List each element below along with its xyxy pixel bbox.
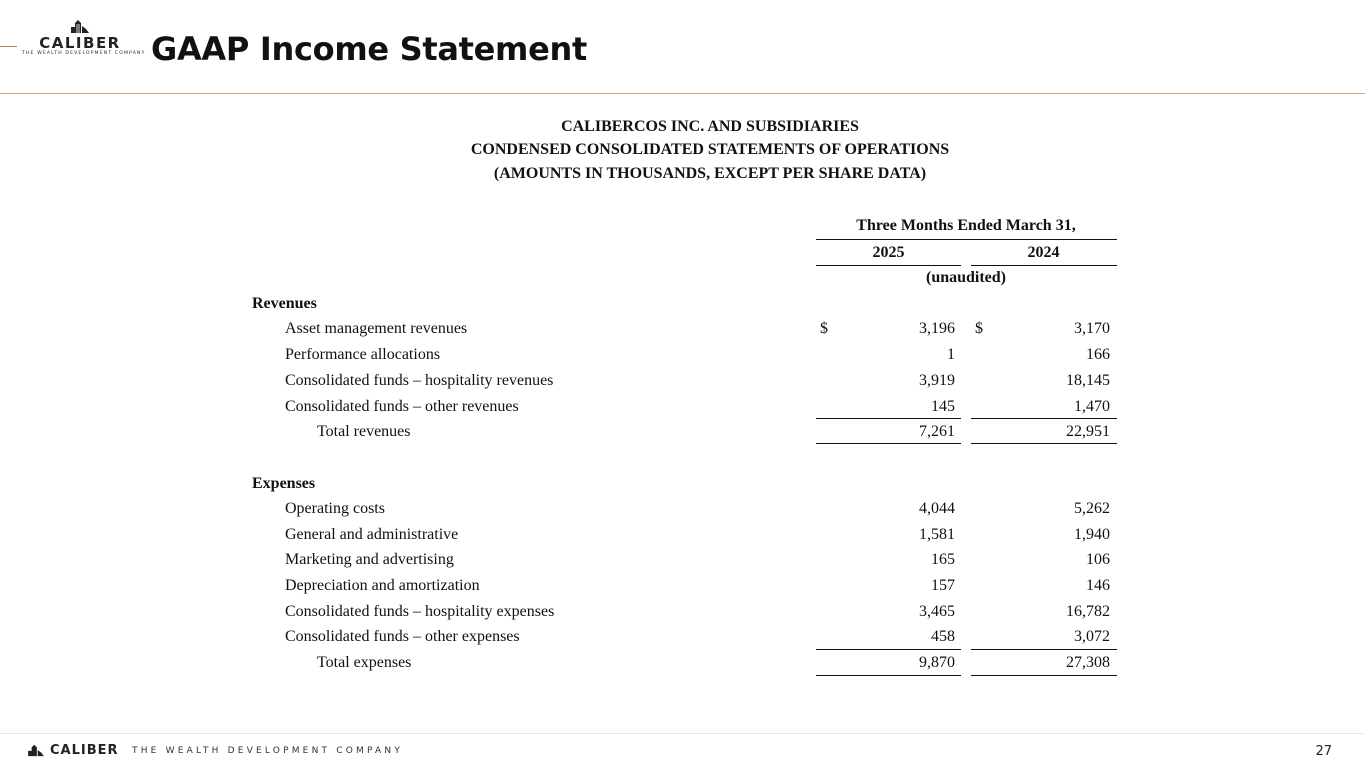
expenses-heading: Expenses [252, 475, 316, 492]
row-label: Consolidated funds – hospitality expenses [285, 603, 555, 620]
row-label: Consolidated funds – other revenues [285, 398, 519, 415]
period-header: Three Months Ended March 31, [856, 217, 1076, 234]
value-2024: 1,470 [1074, 398, 1110, 415]
value-2025: 3,196 [919, 320, 955, 337]
total-expenses-label: Total expenses [317, 654, 412, 671]
building-icon [26, 743, 46, 757]
value-2024: 18,145 [1066, 372, 1110, 389]
value-2025: 1 [947, 346, 955, 363]
subtotal-rule [816, 649, 961, 650]
amounts-note: (AMOUNTS IN THOUSANDS, EXCEPT PER SHARE DATA) [493, 165, 927, 182]
unaudited-label: (unaudited) [925, 269, 1007, 286]
row-label: Consolidated funds – other expenses [285, 628, 520, 645]
value-2024: 1,940 [1074, 526, 1110, 543]
year-2024-header: 2024 [1027, 244, 1060, 261]
total-rule [816, 443, 961, 444]
value-2025: 4,044 [919, 500, 955, 517]
year-2025-header: 2025 [872, 244, 905, 261]
subtotal-rule [816, 418, 961, 419]
subtotal-rule [971, 649, 1117, 650]
value-2025: 3,465 [919, 603, 955, 620]
footer-divider [0, 733, 1365, 734]
year-2024-underline [971, 265, 1117, 266]
statement-title: CONDENSED CONSOLIDATED STATEMENTS OF OPERATIONS [470, 141, 950, 158]
currency-symbol: $ [975, 320, 983, 337]
total-revenues-2024: 22,951 [1066, 423, 1110, 440]
currency-symbol: $ [820, 320, 828, 337]
total-rule [816, 675, 961, 676]
value-2024: 5,262 [1074, 500, 1110, 517]
value-2024: 16,782 [1066, 603, 1110, 620]
total-revenues-label: Total revenues [317, 423, 411, 440]
year-2025-underline [816, 265, 961, 266]
total-expenses-2024: 27,308 [1066, 654, 1110, 671]
logo-wordmark: CALIBER [39, 34, 121, 52]
period-underline [816, 239, 1117, 240]
footer-tagline: THE WEALTH DEVELOPMENT COMPANY [132, 746, 404, 756]
total-rule [971, 675, 1117, 676]
total-revenues-2025: 7,261 [919, 423, 955, 440]
value-2025: 145 [931, 398, 955, 415]
value-2025: 458 [931, 628, 955, 645]
value-2024: 3,072 [1074, 628, 1110, 645]
value-2024: 146 [1086, 577, 1110, 594]
value-2024: 3,170 [1074, 320, 1110, 337]
row-label: Marketing and advertising [285, 551, 454, 568]
value-2025: 157 [931, 577, 955, 594]
value-2024: 166 [1086, 346, 1110, 363]
value-2025: 3,919 [919, 372, 955, 389]
row-label: Performance allocations [285, 346, 441, 363]
value-2025: 1,581 [919, 526, 955, 543]
logo-tagline: THE WEALTH DEVELOPMENT COMPANY [22, 51, 146, 56]
company-name: CALIBERCOS INC. AND SUBSIDIARIES [561, 118, 859, 135]
total-expenses-2025: 9,870 [919, 654, 955, 671]
subtotal-rule [971, 418, 1117, 419]
row-label: Operating costs [285, 500, 385, 517]
row-label: Depreciation and amortization [285, 577, 480, 594]
row-label: General and administrative [285, 526, 459, 543]
revenues-heading: Revenues [252, 295, 317, 312]
row-label: Asset management revenues [285, 320, 468, 337]
footer-wordmark: CALIBER [50, 743, 119, 758]
row-label: Consolidated funds – hospitality revenues [285, 372, 554, 389]
value-2025: 165 [931, 551, 955, 568]
value-2024: 106 [1086, 551, 1110, 568]
page-title: GAAP Income Statement [151, 30, 587, 68]
total-rule [971, 443, 1117, 444]
page-number: 27 [1315, 744, 1332, 759]
